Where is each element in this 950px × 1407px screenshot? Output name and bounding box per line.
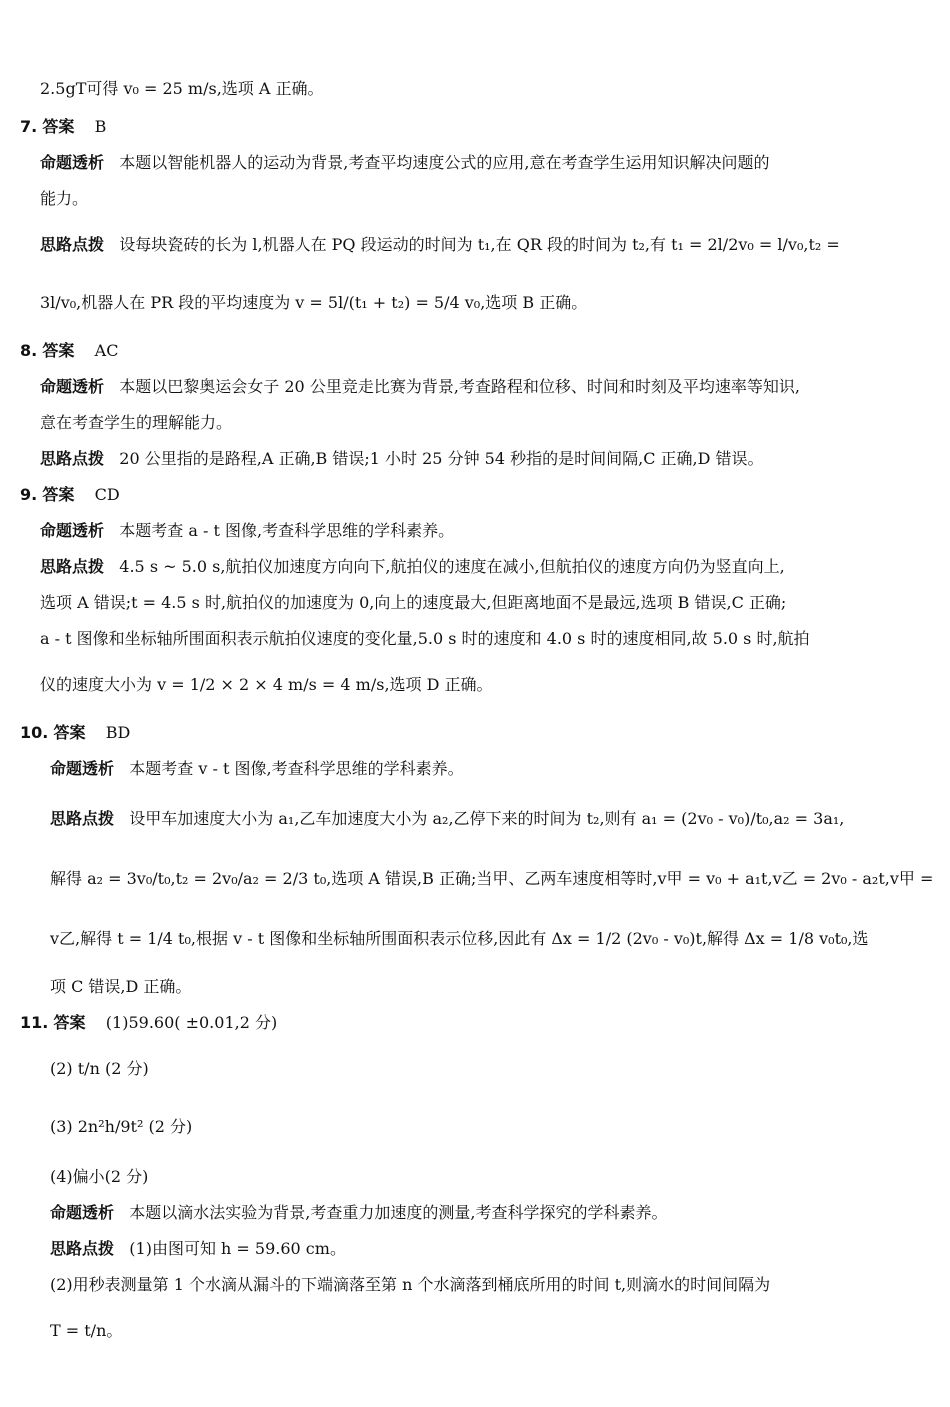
q9-hint-1 — [40, 556, 785, 578]
q9-analysis-text: 本题考查 a - t 图像,考查科学思维的学科素养。 — [119, 521, 455, 540]
q9-hint-label: 思路点拨 — [40, 557, 105, 576]
q11-sub-answer-4: (4)偏小(2 分) — [50, 1167, 149, 1186]
q9-header — [20, 484, 120, 506]
q8-analysis-text: 本题以巴黎奥运会女子 20 公里竞走比赛为背景,考查路程和位移、时间和时刻及平均速率等知识, — [119, 377, 800, 396]
q10-hint-3: v乙,解得 t = 1/4 t₀,根据 v - t 图像和坐标轴所围面积表示位移,因此有 Δx = 1/2 (2v₀ - v₀)t,解得 Δx = 1/8 v₀t₀,选 — [50, 929, 869, 948]
q11-header — [20, 1012, 277, 1034]
q7-num: 7. — [20, 117, 38, 136]
q11-answer-label: 答案 — [53, 1013, 86, 1032]
q7-hint-label: 思路点拨 — [40, 235, 105, 254]
q10-num: 10. — [20, 723, 49, 742]
q7-analysis — [40, 152, 769, 174]
q8-answer-label: 答案 — [42, 341, 75, 360]
q10-analysis — [50, 758, 464, 780]
q7-answer: B — [94, 117, 107, 136]
q8-header — [20, 340, 118, 362]
q8-analysis — [40, 376, 800, 398]
q8-hint-text: 20 公里指的是路程,A 正确,B 错误;1 小时 25 分钟 54 秒指的是时间间隔,C 正确,D 错误。 — [119, 449, 764, 468]
q11-hint-3: T = t/n。 — [50, 1321, 123, 1340]
q7-hint-1 — [40, 234, 840, 256]
q7-answer-label: 答案 — [42, 117, 75, 136]
q9-hint-4: 仪的速度大小为 v = 1/2 × 2 × 4 m/s = 4 m/s,选项 D 正确。 — [40, 675, 493, 694]
q10-analysis-label: 命题透析 — [50, 759, 115, 778]
q7-hint-text-1: 设每块瓷砖的长为 l,机器人在 PQ 段运动的时间为 t₁,在 QR 段的时间为 t₂,有 t₁ = 2l/2v₀ = l/v₀,t₂ = — [119, 235, 840, 254]
q7-hint-2: 3l/v₀,机器人在 PR 段的平均速度为 v = 5l/(t₁ + t₂) = 5/4 v₀,选项 B 正确。 — [40, 293, 588, 312]
q10-hint-2: 解得 a₂ = 3v₀/t₀,t₂ = 2v₀/a₂ = 2/3 t₀,选项 A 错误,B 正确;当甲、乙两车速度相等时,v甲 = v₀ + a₁t,v乙 = 2v₀ - a₂t,v甲 = — [50, 869, 934, 888]
q11-sub-answer-2: (2) t/n (2 分) — [50, 1059, 149, 1078]
q10-hint-4: 项 C 错误,D 正确。 — [50, 977, 192, 996]
q8-hint — [40, 448, 764, 470]
q11-hint-label: 思路点拨 — [50, 1239, 115, 1258]
q8-analysis-cont: 意在考查学生的理解能力。 — [40, 413, 233, 432]
q11-hint-1 — [50, 1238, 346, 1260]
q9-hint-3: a - t 图像和坐标轴所围面积表示航拍仪速度的变化量,5.0 s 时的速度和 4.0 s 时的速度相同,故 5.0 s 时,航拍 — [40, 629, 810, 648]
q7-analysis-text: 本题以智能机器人的运动为背景,考查平均速度公式的应用,意在考查学生运用知识解决问题的 — [119, 153, 770, 172]
q10-answer-label: 答案 — [53, 723, 86, 742]
q11-analysis-text: 本题以滴水法实验为背景,考查重力加速度的测量,考查科学探究的学科素养。 — [129, 1203, 668, 1222]
q8-analysis-label: 命题透析 — [40, 377, 105, 396]
q6-tail-line: 2.5gT可得 v₀ = 25 m/s,选项 A 正确。 — [40, 79, 324, 98]
q9-hint-2: 选项 A 错误;t = 4.5 s 时,航拍仪的加速度为 0,向上的速度最大,但距离地面不是最远,选项 B 错误,C 正确; — [40, 593, 787, 612]
q9-num: 9. — [20, 485, 38, 504]
q11-analysis-label: 命题透析 — [50, 1203, 115, 1222]
q9-analysis — [40, 520, 454, 542]
q11-hint-text-1: (1)由图可知 h = 59.60 cm。 — [129, 1239, 346, 1258]
q7-analysis-label: 命题透析 — [40, 153, 105, 172]
q11-num: 11. — [20, 1013, 49, 1032]
q9-hint-text-1: 4.5 s ~ 5.0 s,航拍仪加速度方向向下,航拍仪的速度在减小,但航拍仪的速度方向仍为竖直向上, — [119, 557, 785, 576]
q11-analysis — [50, 1202, 667, 1224]
q9-answer: CD — [94, 485, 120, 504]
q8-num: 8. — [20, 341, 38, 360]
q8-hint-label: 思路点拨 — [40, 449, 105, 468]
q10-hint-label: 思路点拨 — [50, 809, 115, 828]
q10-hint-text-1: 设甲车加速度大小为 a₁,乙车加速度大小为 a₂,乙停下来的时间为 t₂,则有 a₁ = (2v₀ - v₀)/t₀,a₂ = 3a₁, — [129, 809, 845, 828]
q10-hint-1 — [50, 808, 844, 830]
q11-answer: (1)59.60( ±0.01,2 分) — [105, 1013, 278, 1032]
q10-analysis-text: 本题考查 v - t 图像,考查科学思维的学科素养。 — [129, 759, 464, 778]
q10-header — [20, 722, 130, 744]
q8-answer: AC — [94, 341, 119, 360]
q7-analysis-cont: 能力。 — [40, 189, 89, 208]
q9-analysis-label: 命题透析 — [40, 521, 105, 540]
q11-hint-2: (2)用秒表测量第 1 个水滴从漏斗的下端滴落至第 n 个水滴落到桶底所用的时间 t,则滴水的时间间隔为 — [50, 1275, 771, 1294]
q10-answer: BD — [105, 723, 131, 742]
q11-sub-answer-3: (3) 2n²h/9t² (2 分) — [50, 1117, 193, 1136]
q7-header — [20, 116, 106, 138]
q9-answer-label: 答案 — [42, 485, 75, 504]
